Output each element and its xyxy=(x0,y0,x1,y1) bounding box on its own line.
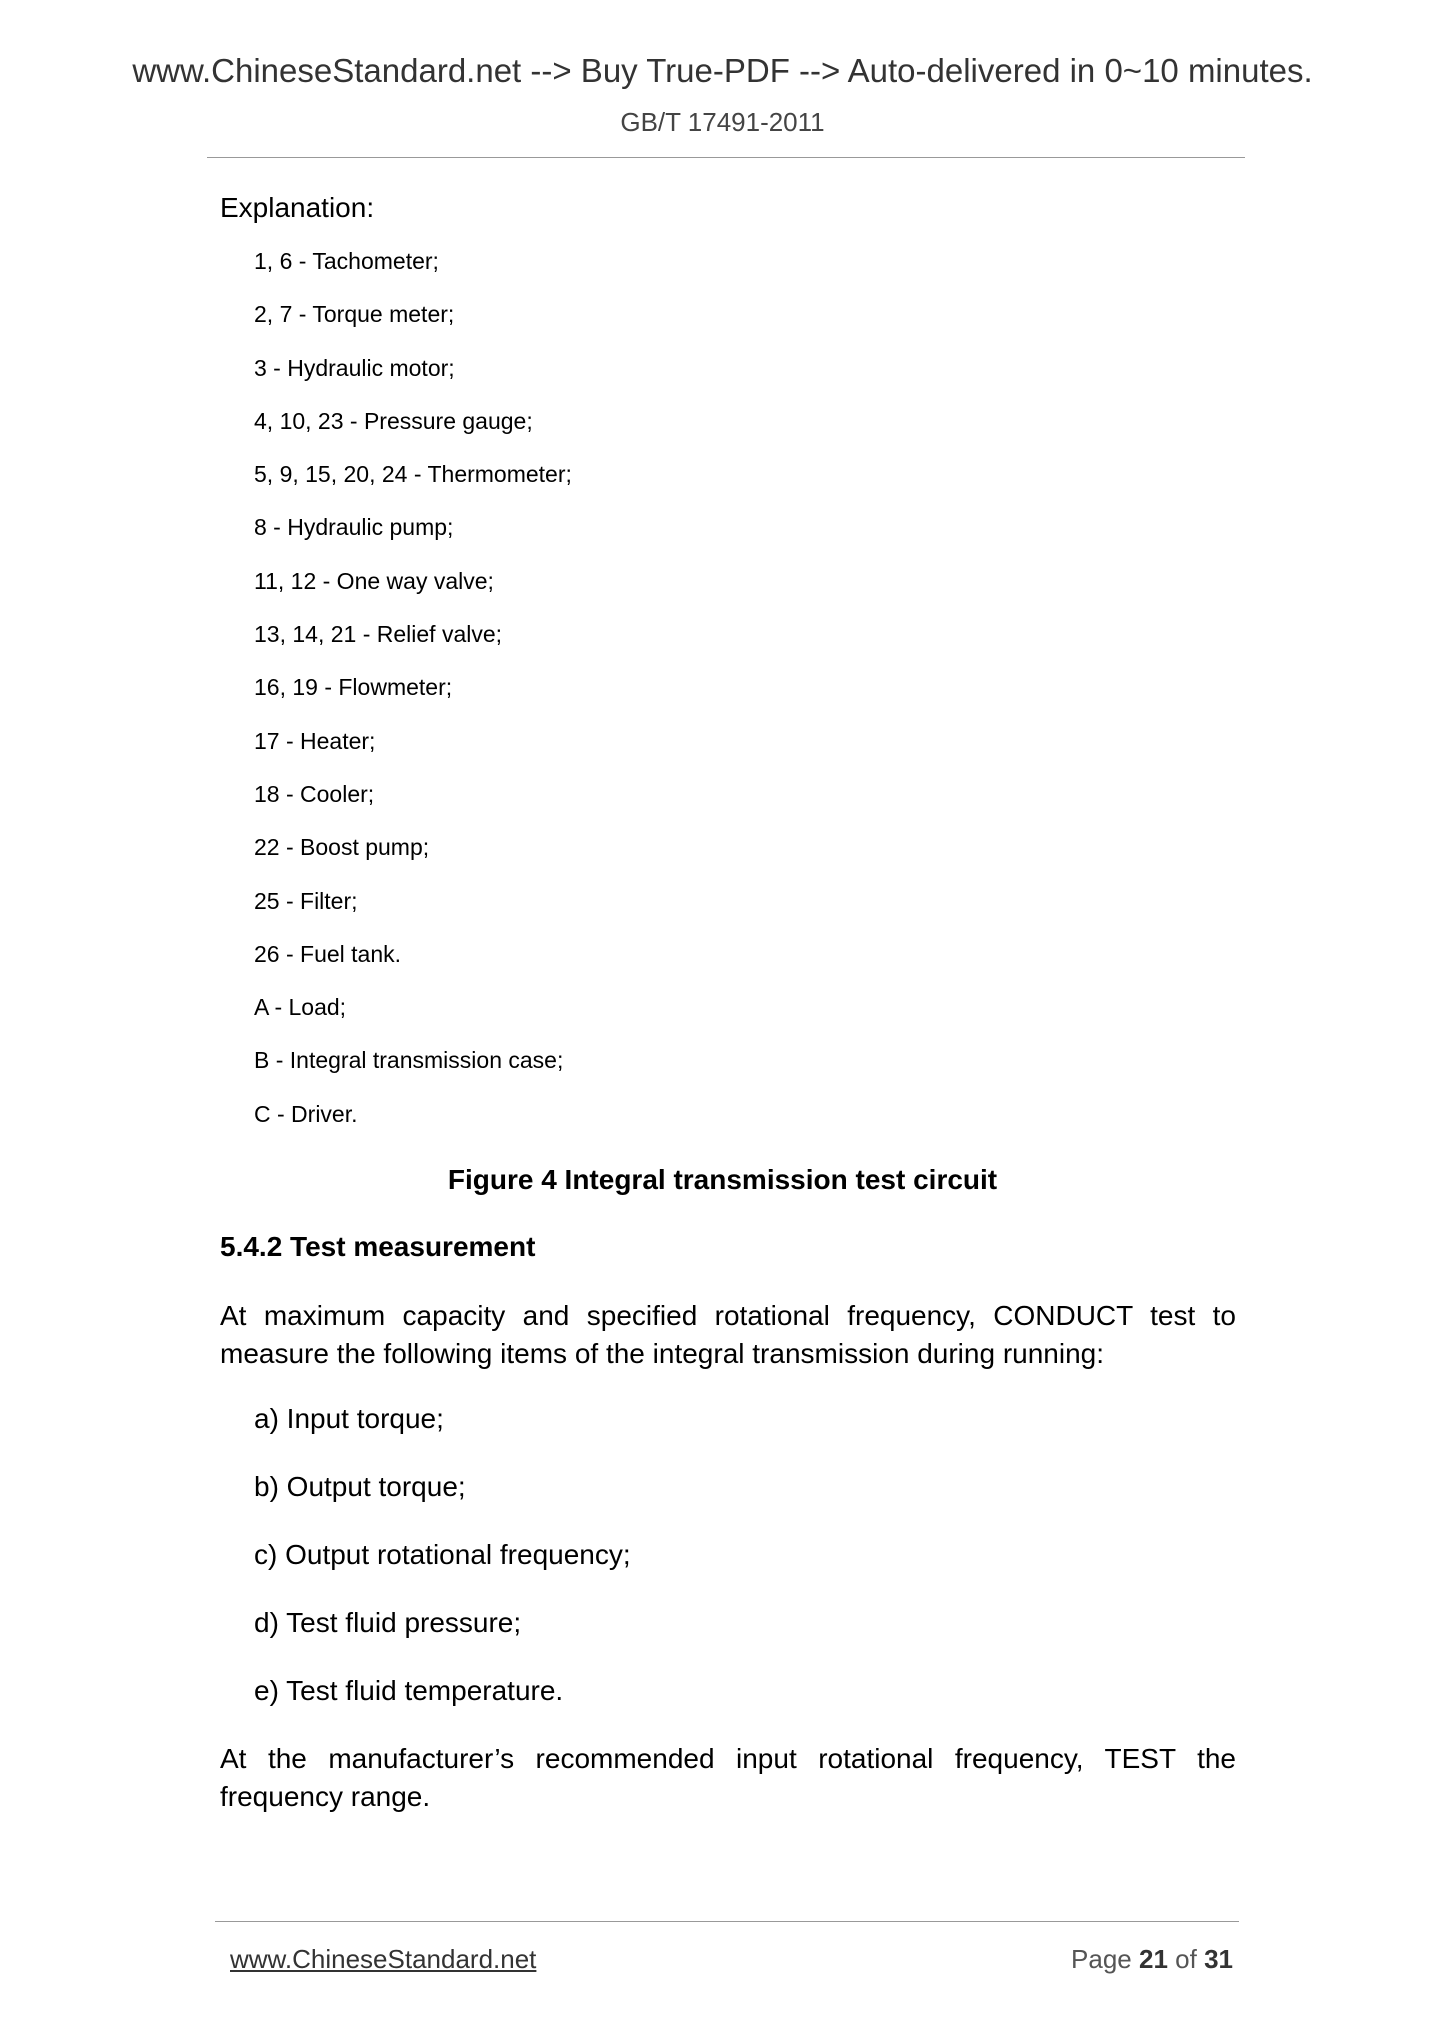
footer-divider xyxy=(215,1921,1239,1922)
legend-item: 25 - Filter; xyxy=(254,887,358,914)
explanation-heading: Explanation: xyxy=(220,192,375,223)
page-of: of xyxy=(1175,1944,1197,1974)
header-site-title: www.ChineseStandard.net --> Buy True-PDF --> Auto-delivered in 0~10 minutes. xyxy=(132,52,1313,89)
legend-item: 16, 19 - Flowmeter; xyxy=(254,674,453,701)
footer-site-link[interactable]: www.ChineseStandard.net xyxy=(230,1944,537,1974)
legend-item: C - Driver. xyxy=(254,1100,358,1127)
measurement-item: d) Test fluid pressure; xyxy=(254,1607,522,1638)
section-heading: 5.4.2 Test measurement xyxy=(220,1231,536,1262)
legend-item: 8 - Hydraulic pump; xyxy=(254,514,454,541)
legend-item: 18 - Cooler; xyxy=(254,780,375,807)
legend-item: A - Load; xyxy=(254,994,347,1021)
page-number xyxy=(1071,1944,1233,1974)
measurement-list xyxy=(254,1400,631,1740)
legend-item: 5, 9, 15, 20, 24 - Thermometer; xyxy=(254,461,572,488)
page-current: 21 xyxy=(1139,1944,1168,1974)
legend-item: 3 - Hydraulic motor; xyxy=(254,354,455,381)
explanation-list xyxy=(254,246,572,1152)
page-total: 31 xyxy=(1204,1944,1233,1974)
legend-item: 4, 10, 23 - Pressure gauge; xyxy=(254,407,533,434)
standard-number: GB/T 17491-2011 xyxy=(620,107,825,137)
legend-item: 17 - Heater; xyxy=(254,727,376,754)
section-intro-paragraph: At maximum capacity and specified rotational frequency, CONDUCT test to measure the following items of the integral transmission during running: xyxy=(220,1300,1236,1369)
legend-item: 22 - Boost pump; xyxy=(254,834,430,861)
legend-item: 2, 7 - Torque meter; xyxy=(254,301,455,328)
measurement-item: b) Output torque; xyxy=(254,1471,466,1502)
measurement-item: c) Output rotational frequency; xyxy=(254,1539,631,1570)
legend-item: B - Integral transmission case; xyxy=(254,1047,564,1074)
legend-item: 1, 6 - Tachometer; xyxy=(254,248,439,274)
legend-item: 26 - Fuel tank. xyxy=(254,940,402,967)
figure-caption: Figure 4 Integral transmission test circuit xyxy=(447,1164,998,1195)
legend-item: 11, 12 - One way valve; xyxy=(254,567,494,594)
header-divider xyxy=(207,157,1245,158)
legend-item: 13, 14, 21 - Relief valve; xyxy=(254,621,503,648)
measurement-item: e) Test fluid temperature. xyxy=(254,1675,564,1706)
page-prefix: Page xyxy=(1071,1944,1132,1974)
measurement-item: a) Input torque; xyxy=(254,1403,444,1434)
section-closing-paragraph: At the manufacturer’s recommended input rotational frequency, TEST the frequency range. xyxy=(220,1743,1236,1812)
